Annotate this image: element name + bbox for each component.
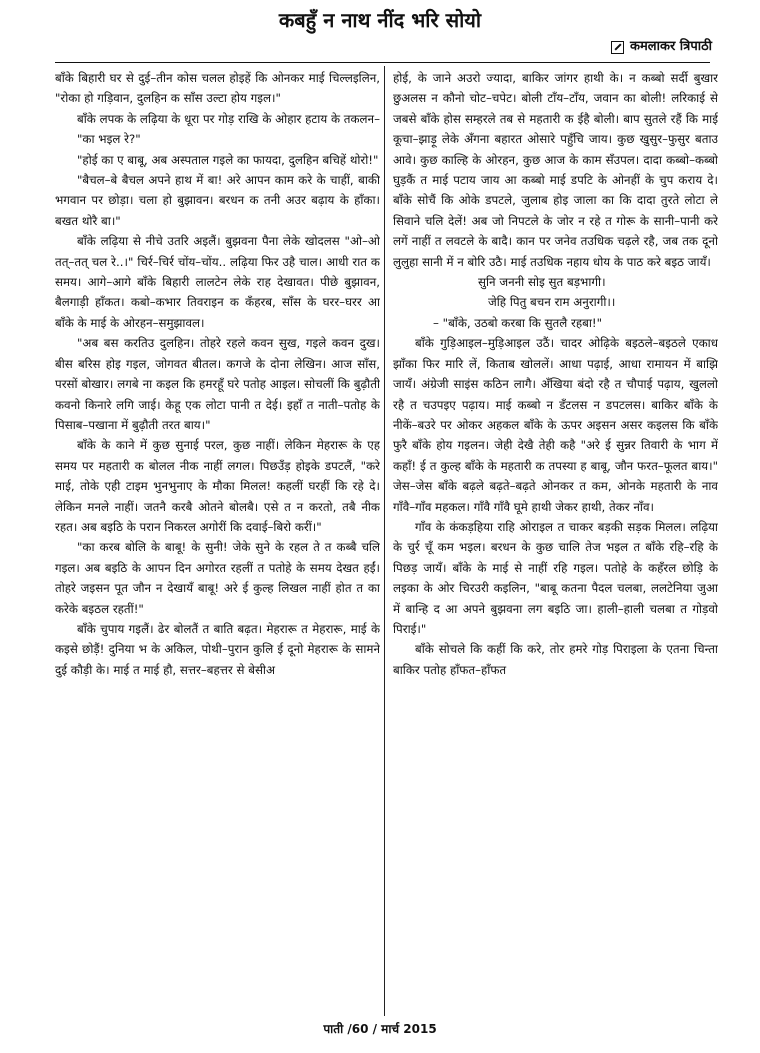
- left-column: [55, 68, 380, 1016]
- author-name: कमलाकर त्रिपाठी: [630, 39, 712, 54]
- page-footer: पाती /60 / मार्च 2015: [323, 1022, 437, 1036]
- paragraph: बाँके गुड़िआइल–मुड़िआइल उठैं। चादर ओढ़िके बइठले–बइठले एकाध झाँका फिर मारि लें, किताब खोललें। आधा पढ़ाई, आधा रामायन में बाझि जायँ। अंग्रेजी साइंस कठिन लागै। अँखिया बंदो रहै त चौपाई पढ़ाय, खुललो रहै त चउपइए पढ़ाय। माई कब्बो न डँटलस न डपटलस। बाकिर बाँके के नीकें–बउरे पर ओकर अहकल बाँके के ऊपर अइसन असर कइलस कि बाँके फुरै बाँके होय गइलन। जेही देखै तेही कहै "अरे ई सुन्नर तिवारी के भाग में कहाँ! ई त कुल्ह बाँके के महतारी क तपस्या ह बाबू, जौन फरत–फूलत बाय।" जेस–जेस बाँके बढ़ले बढ़ते–बढ़ते ओनकर त कम, ओनके महतारी के नाव गाँवै–गाँव महकल। गाँवै गाँवै घूमे हाथी जेकर हाथी, तेकर नाँव।: [393, 336, 718, 514]
- paragraph: बाँके के काने में कुछ सुनाई परल, कुछ नाहीं। लेकिन मेहरारू के एह समय पर महतारी क बोलल नीक नाहीं लगल। पिछउँड़ होइके डपटलैं, "करे माई, तोके एही टाइम भुनभुनाए के मौका मिलल! कहलीं घरहीं कि रहे दे। लेकिन मनले नाहीं। जतनै करबै ओतने बोलबै। एसे त न करतो, तबै नीक रहत। अब बइठि के परान निकरल अगोरीं कि दवाई–बिरो करीं।": [55, 438, 380, 534]
- paragraph: बाँके बिहारी घर से दुई–तीन कोस चलल होइहें कि ओनकर माई चिल्लइलिन, "रोका हो गड़िवान, दुलहिन क साँस उल्टा होय गइल।": [55, 71, 380, 106]
- paragraph: बाँके लढ़िया से नीचे उतरि अइलैं। बुझवना पैना लेके खोदलस "ओ–ओ तत्–तत् चल रे..।" चिर्र–चिर्र चोंय–चोंय.. लढ़िया फिर उहै चाल। आधी रात क समय। आगे–आगे बाँके बिहारी लालटेन लेके राह देखावत। पीछे बुझावन, बैलगाड़ी हाँकत। कबो–कभार तिवराइन क कँहरब, साँस के घरर–घरर आ बाँके के माई के ओरहन–समुझावल।: [55, 234, 380, 330]
- paragraph: "का भइल रे?": [77, 132, 141, 147]
- paragraph: बाँके चुपाय गइलैं। ढेर बोलतैं त बाति बढ़त। मेहरारू त मेहरारू, माई के कइसे छोड़ैं! दुनिया भ के अकिल, पोथी–पुरान कुलि ई दूनो मेहरारू के सामने दुई कौड़ी के। माई त माई हौ, सत्तर–बहत्तर से बेसीअ: [55, 621, 380, 677]
- paragraph: "अब बस करतिउ दुलहिन। तोहरे रहले कवन सुख, गइले कवन दुख। बीस बरिस होइ गइल, जोगवत बीतल। कगजे के दोना लेखिन। आज साँस, परसों बोखार। लगबे ना कइल कि हमरहूँ घरे पतोह आइल। सोचलीं कि बुढ़ौती कवनो किनारे लगि जाई। केहू एक लोटा पानी त देई। इहाँ त नाती–पतोह के पिसाब–पखाना में बुढ़ौती तरत बाय।": [55, 336, 380, 432]
- paragraph: होई, के जाने अउरो ज्यादा, बाकिर जांगर हाथी के। न कब्बो सर्दी बुखार छुअलस न कौनो चोट–चपेट। बोली टाँय–टाँय, जवान का बोली! लरिकाई से जबसे बाँके होस सम्हरले तब से महतारी क ईहै बोली। बाप सुतले रहैं कि माई कूचा–झाड़ू लेके अँगना बहारत ओसारे पहुँचि जाय। कुछ खुसुर–फुसुर बताउ आवे। कुछ काल्हि के ओरहन, कुछ आज के काम सँउपल। दादा कब्बो–कब्बो घुड़कैं त माई पटाय जाय आ कब्बो माई डपटि के ओनहीं के चुप कराय दे। बाँके सोचैं कि ओके डपटले, जुलाब होइ जाला का कि दादा तुरते लोटा ले सिवाने चलि देलें! अब जो निपटले के जोर न रहे त गोरू के सानी–पानी करे लगें नाहीं त लवटले के बादै। कान पर जनेव तउधिक चढ़ले रहै, जब तक दूनो लुलुहा सानी में न बोरि उठै। माई तउधिक नहाय धोय के पाठ करे बइठ जायँ।: [393, 71, 718, 269]
- right-column: [393, 68, 718, 1016]
- article-title: कबहुँ न नाथ नींद भरि सोयो: [278, 8, 482, 32]
- pen-icon: [611, 41, 624, 54]
- column-divider: [384, 66, 385, 1016]
- paragraph: "का करब बोलि के बाबू! के सुनी! जेके सुने के रहल ते त कब्बै चलि गइल। अब बइठि के आपन दिन अगोरत रहलीं त पतोहे के समय देखत हईं। तोहरे जइसन पूत जौन न देखायँ बाबू! अरे ई कुल्ह लिखल नाहीं होत त का करेके बइठल रहतीं!": [55, 540, 380, 616]
- paragraph: "होई का ए बाबू, अब अस्पताल गइले का फायदा, दुलहिन बचिहें थोरो!": [77, 152, 379, 167]
- paragraph: बाँके सोचले कि कहीं कि करे, तोर हमरे गोड़ पिराइला के एतना चिन्ता बाकिर पतोह हाँफत–हाँफत: [393, 642, 718, 677]
- author-byline: [611, 38, 712, 56]
- paragraph: "बैचल–बे बैचल अपने हाथ में बा! अरे आपन काम करे के चाहीं, बाकी भगवान पर छोड़ा। चला हो बुझावन। बरधन क तनी अउर बढ़ाय के हाँका। बखत थोरै बा।": [55, 173, 380, 228]
- header-rule: [55, 62, 710, 63]
- paragraph: बाँके लपक के लढ़िया के धूरा पर गोड़ राखि के ओहार हटाय के तकलन–: [77, 111, 380, 126]
- paragraph: गाँव के कंकड़हिया राहि ओराइल त चाकर बड़की सड़क मिलल। लढ़िया के चुर्र चूँ कम भइल। बरधन के कुछ चालि तेज भइल त बाँके रहि–रहि के पिछड़ जायँ। बाँके के माई से नाहीं रहि गइल। पतोहे के कहँरल छोड़ि के लइका के ओर चिरउरी कइलिन, "बाबू कतना पैदल चलबा, ललटेनिया जुआ में बान्हि द आ अपने बुझवना लग बइठि जा। हाली–हाली चलबा त गोड़वो पिराई।": [393, 519, 718, 636]
- verse-line: जेहि पितु बचन राम अनुरागी।।: [488, 295, 616, 310]
- quote-line: – "बाँके, उठबो करबा कि सुतलै रहबा!": [433, 315, 603, 330]
- verse-line: सुनि जननी सोइ सुत बड़भागी।: [478, 275, 606, 290]
